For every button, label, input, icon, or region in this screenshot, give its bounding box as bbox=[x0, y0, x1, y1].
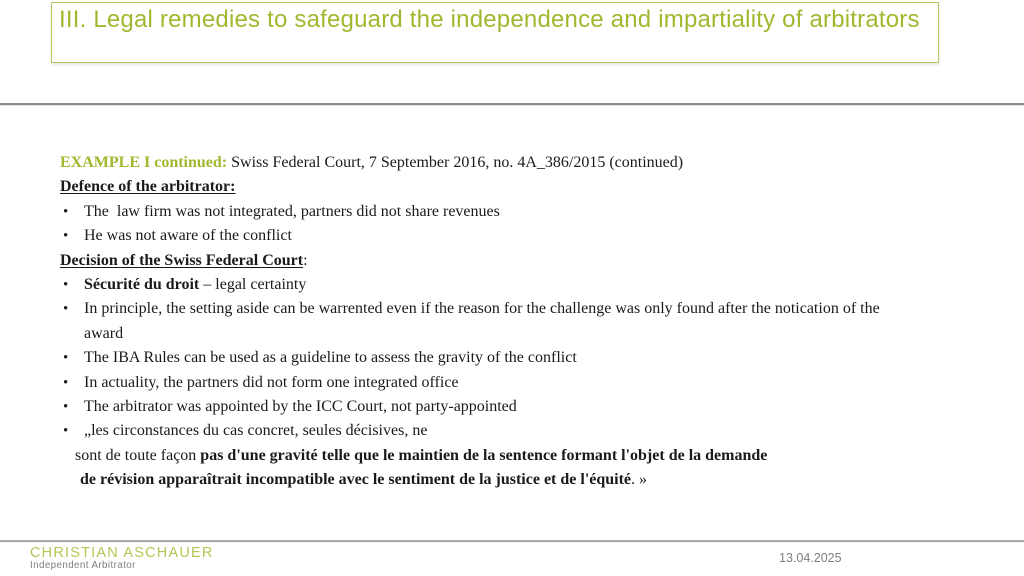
text-run: Swiss Federal Court, 7 September 2016, no. 4A_386/2015 (continued) bbox=[227, 154, 684, 171]
text-run: de révision apparaîtrait incompatible avec le sentiment de la justice et de l'équité bbox=[80, 471, 632, 489]
body-line bbox=[60, 322, 990, 346]
text-run: The arbitrator was appointed by the ICC Court, not party-appointed bbox=[84, 398, 517, 416]
bullet-item bbox=[60, 371, 990, 395]
body-line bbox=[60, 175, 990, 199]
text-run: Decision of the Swiss Federal Court bbox=[60, 251, 304, 269]
text-run: pas d'une gravité telle que le maintien de la sentence formant l'objet de la demande bbox=[200, 446, 768, 464]
bullet-item bbox=[60, 346, 990, 370]
text-run: Defence of the arbitrator: bbox=[60, 178, 236, 196]
text-run: EXAMPLE I continued: bbox=[60, 154, 228, 171]
body-content bbox=[60, 151, 990, 493]
footer-logo-role: Independent Arbitrator bbox=[30, 560, 136, 571]
footer-logo-name: CHRISTIAN ASCHAUER bbox=[30, 545, 214, 561]
body-line bbox=[60, 468, 990, 492]
bullet-item bbox=[60, 224, 990, 248]
bullet-item bbox=[60, 297, 990, 321]
footer-divider bbox=[0, 540, 1024, 542]
text-run: In principle, the setting aside can be warrented even if the reason for the challenge was only found after the notication of the bbox=[84, 300, 880, 318]
body-line bbox=[60, 444, 990, 468]
text-run: sont de toute façon bbox=[75, 446, 201, 464]
bullet-item bbox=[60, 395, 990, 419]
body-line bbox=[60, 151, 990, 175]
bullet-item bbox=[60, 419, 990, 443]
text-run: „les circonstances du cas concret, seules décisives, ne bbox=[84, 422, 428, 440]
text-run: He was not aware of the conflict bbox=[84, 227, 292, 245]
slide-title-box bbox=[51, 2, 939, 63]
text-run: The IBA Rules can be used as a guideline to assess the gravity of the conflict bbox=[84, 349, 577, 367]
footer-date: 13.04.2025 bbox=[779, 551, 842, 565]
text-run: : bbox=[303, 251, 308, 269]
bullet-item bbox=[60, 273, 990, 297]
bullet-item bbox=[60, 200, 990, 224]
text-run: award bbox=[84, 324, 124, 342]
text-run: Sécurité du droit bbox=[84, 276, 200, 294]
body-line bbox=[60, 249, 990, 273]
text-run: – legal certainty bbox=[199, 276, 307, 294]
top-divider bbox=[0, 103, 1024, 105]
slide-title: III. Legal remedies to safeguard the independence and impartiality of arbitrators bbox=[59, 6, 920, 33]
text-run: In actuality, the partners did not form one integrated office bbox=[84, 373, 459, 391]
text-run: The law firm was not integrated, partners did not share revenues bbox=[84, 202, 500, 220]
text-run: . » bbox=[631, 471, 648, 489]
